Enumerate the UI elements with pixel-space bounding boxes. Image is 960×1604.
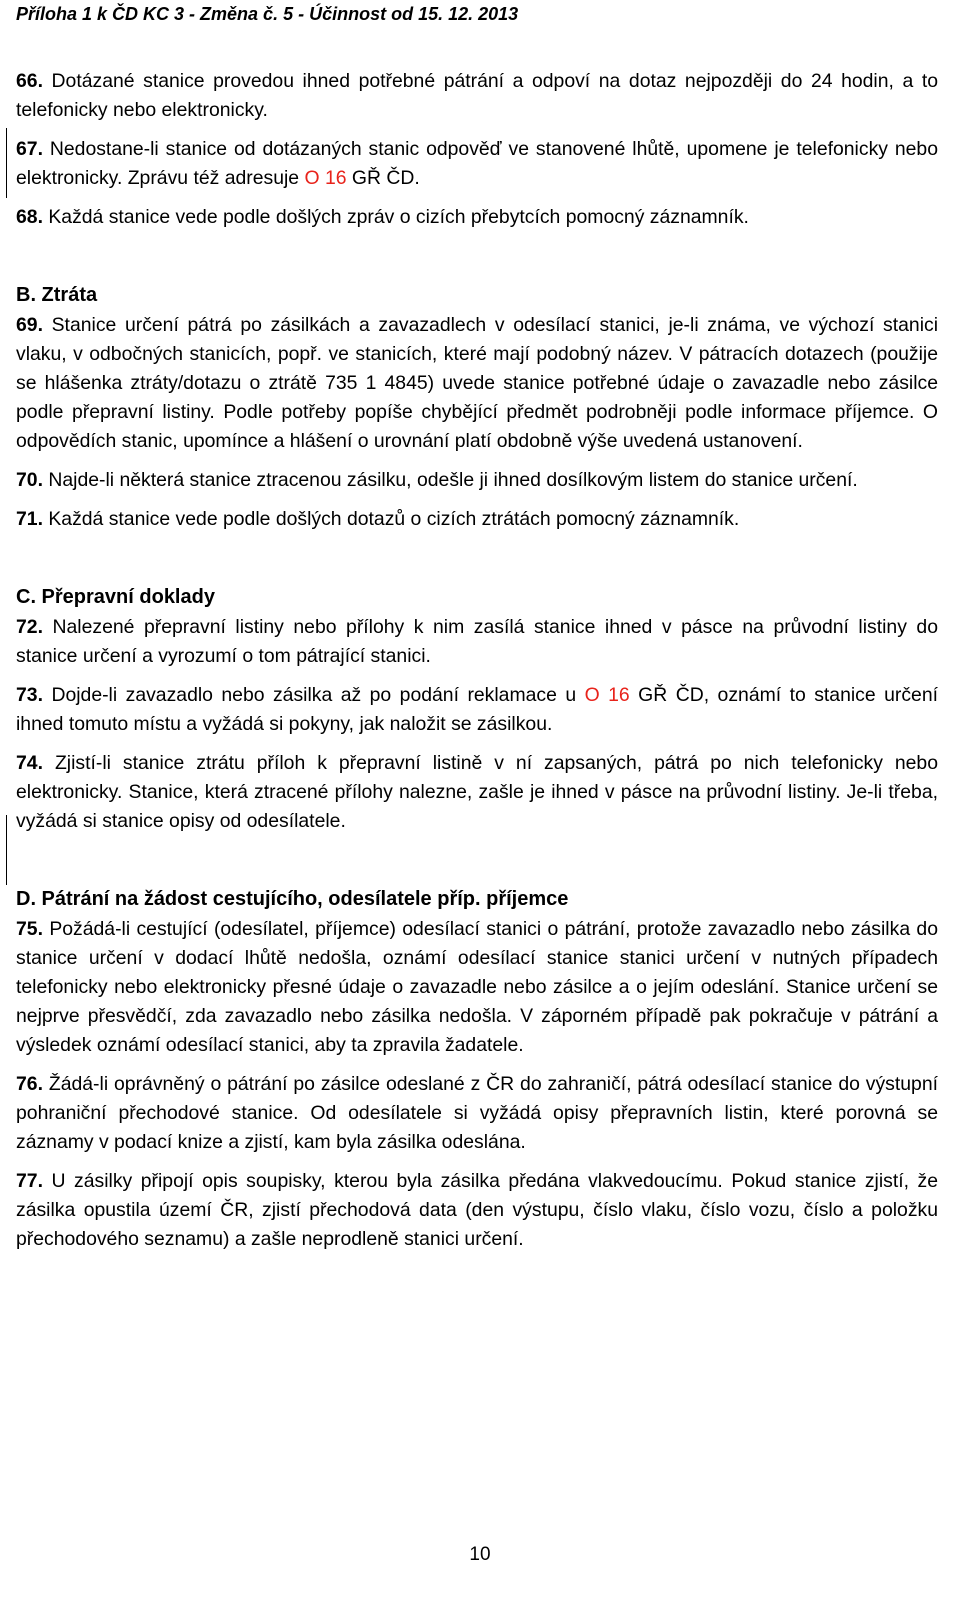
paragraph-text: Požádá-li cestující (odesílatel, příjemce) odesílací stanici o pátrání, protože zavazadlo nebo zásilka do stanice určení v dodací lhůtě nedošla, oznámí odesílací stanice stanici určení v nutných případech telefonicky nebo elektronicky přesné údaje o zavazadle nebo zásilce a o jejím odeslání. Stanice určení se nejprve přesvědčí, zda zavazadlo nebo zásilka nedošla. V záporném případě pak pokračuje v pátrání a výsledek oznámí odesílací stanici, aby ta zpravila žadatele. [16, 918, 938, 1056]
paragraph-number: 73. [16, 684, 43, 706]
paragraph-text: Zjistí-li stanice ztrátu příloh k přepravní listině v ní zapsaných, pátrá po nich telefonicky nebo elektronicky. Stanice, která ztracené přílohy nalezne, zašle je ihned v pásce na průvodní listiny. Je-li třeba, vyžádá si stanice opisy od odesílatele. [16, 752, 938, 832]
paragraph-70 [16, 466, 938, 495]
paragraph-number: 69. [16, 314, 43, 336]
paragraph-text: Nedostane-li stanice od dotázaných stanic odpověď ve stanovené lhůtě, upomene je telefonicky nebo elektronicky. Zprávu též adresuje [16, 138, 938, 189]
section-heading: B. Ztráta [16, 284, 98, 306]
paragraph-text: Dotázané stanice provedou ihned potřebné pátrání a odpoví na dotaz nejpozději do 24 hodin, a to telefonicky nebo elektronicky. [16, 70, 939, 121]
document-body [16, 67, 938, 1254]
paragraph-text: Žádá-li oprávněný o pátrání po zásilce odeslané z ČR do zahraničí, pátrá odesílací stanice do výstupní pohraniční přechodové stanice. Od odesílatele si vyžádá opisy přepravních listin, které porovná se záznamy v podací knize a zjistí, kam byla zásilka odeslána. [16, 1073, 938, 1153]
paragraph-text: Stanice určení pátrá po zásilkách a zavazadlech v odesílací stanici, je-li známa, ve výchozí stanici vlaku, v odbočných stanicích, popř. ve stanicích, které mají podobný název. V pátracích dotazech (použije se hlášenka ztráty/dotazu o ztrátě 735 1 4845) uvede stanice potřebné údaje o zavazadle nebo zásilce podle přepravní listiny. Podle potřeby popíše chybějící předmět podrobněji podle informace příjemce. O odpovědích stanic, upomínce a hlášení o urovnání platí obdobně výše uvedená ustanovení. [16, 314, 939, 452]
changed-text: O 16 [584, 684, 630, 706]
paragraph-number: 71. [16, 508, 43, 530]
paragraph-number: 70. [16, 469, 43, 491]
paragraph-number: 74. [16, 752, 43, 774]
paragraph-text: GŘ ČD. [346, 167, 420, 189]
paragraph-text: Každá stanice vede podle došlých zpráv o cizích přebytcích pomocný záznamník. [48, 206, 749, 228]
paragraph-69 [16, 311, 938, 456]
paragraph-number: 72. [16, 616, 43, 638]
paragraph-text: GŘ ČD, oznámí to stanice určení ihned tomuto místu a vyžádá si pokyny, jak naložit se zásilkou. [16, 684, 939, 735]
paragraph-number: 66. [16, 70, 43, 92]
paragraph-77 [16, 1167, 938, 1254]
paragraph-text: Každá stanice vede podle došlých dotazů o cizích ztrátách pomocný záznamník. [48, 508, 740, 530]
paragraph-75 [16, 915, 938, 1060]
paragraph-text: Najde-li některá stanice ztracenou zásilku, odešle ji ihned dosílkovým listem do stanice určení. [48, 469, 858, 491]
page-header: Příloha 1 k ČD KC 3 - Změna č. 5 - Účinnost od 15. 12. 2013 [16, 4, 519, 24]
paragraph-66 [16, 67, 938, 125]
paragraph-number: 67. [16, 138, 43, 160]
paragraph-number: 76. [16, 1073, 43, 1095]
paragraph-text: Nalezené přepravní listiny nebo přílohy k nim zasílá stanice ihned v pásce na průvodní listiny do stanice určení a vyrozumí o tom pátrající stanici. [16, 616, 938, 667]
paragraph-number: 75. [16, 918, 43, 940]
section-heading: C. Přepravní doklady [16, 586, 215, 608]
change-bar [6, 128, 7, 198]
changed-text: O 16 [304, 167, 347, 189]
paragraph-68 [16, 203, 938, 232]
page-number: 10 [469, 1544, 491, 1565]
paragraph-text: Dojde-li zavazadlo nebo zásilka až po podání reklamace u [51, 684, 585, 706]
paragraph-72 [16, 613, 938, 671]
paragraph-67 [16, 135, 938, 193]
paragraph-76 [16, 1070, 938, 1157]
change-bar [6, 815, 7, 885]
paragraph-73 [16, 681, 938, 739]
section-heading: D. Pátrání na žádost cestujícího, odesílatele příp. příjemce [16, 888, 569, 910]
paragraph-71 [16, 505, 938, 534]
paragraph-number: 77. [16, 1170, 43, 1192]
paragraph-text: U zásilky připojí opis soupisky, kterou byla zásilka předána vlakvedoucímu. Pokud stanice zjistí, že zásilka opustila území ČR, zjistí přechodová data (den výstupu, číslo vlaku, číslo vozu, číslo a položku přechodového seznamu) a zašle neprodleně stanici určení. [16, 1170, 938, 1250]
paragraph-number: 68. [16, 206, 43, 228]
paragraph-74 [16, 749, 938, 836]
